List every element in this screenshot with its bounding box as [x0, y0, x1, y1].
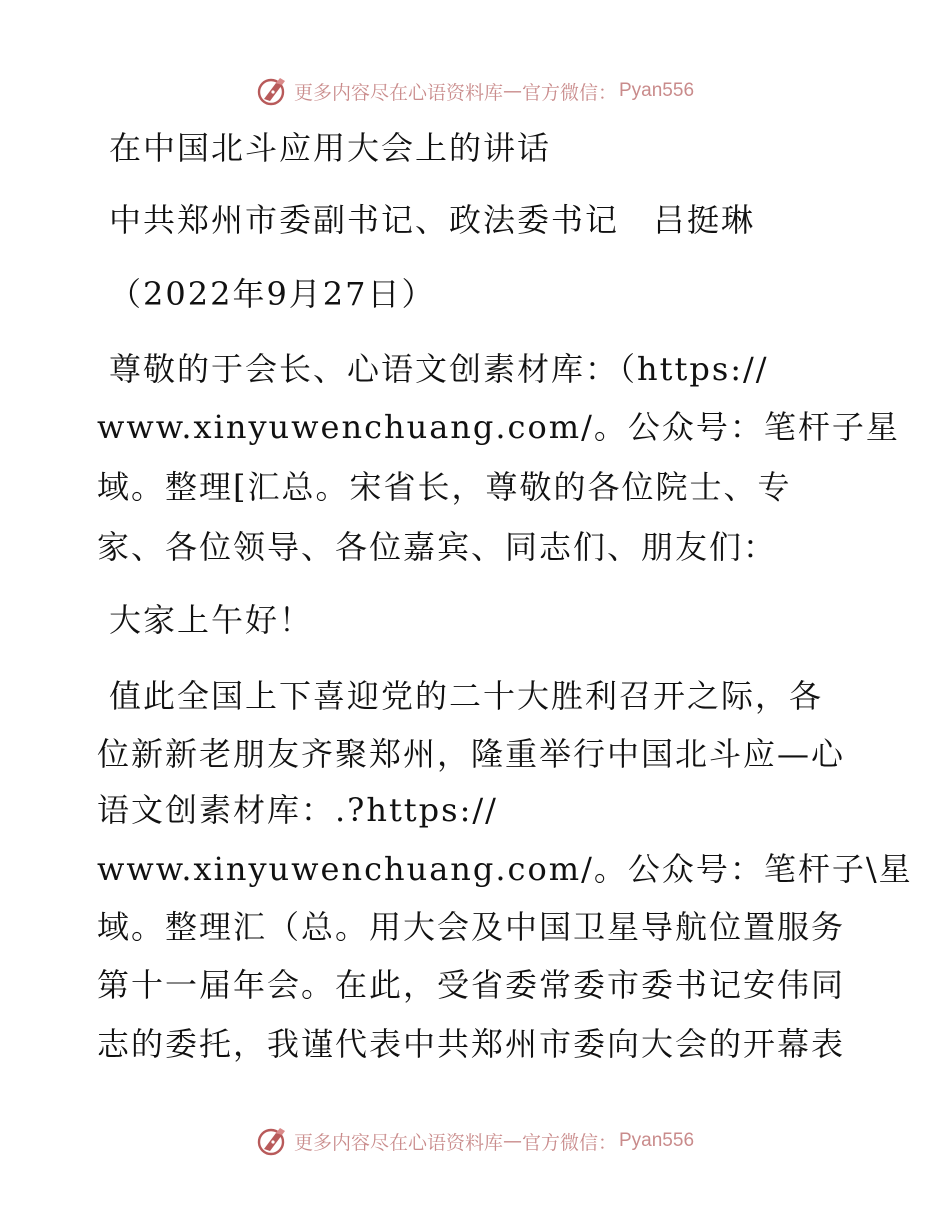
- paragraph-line: 语文创素材库：.?https://: [97, 791, 498, 829]
- paragraph-line: 尊敬的于会长、心语文创素材库：（https://: [109, 350, 769, 388]
- header-watermark: [0, 71, 950, 111]
- watermark-wechat-label: 官方微信：: [521, 1131, 617, 1154]
- paragraph-line: 值此全国上下喜迎党的二十大胜利召开之际，各: [109, 677, 824, 715]
- watermark-separator: —: [502, 1130, 522, 1152]
- watermark-text: 更多内容尽在心语资料库: [293, 1131, 503, 1154]
- paragraph-line: 域。整理汇（总。用大会及中国卫星导航位置服务: [97, 908, 846, 946]
- footer-watermark: [0, 1121, 950, 1161]
- salutation: 大家上午好！: [109, 601, 314, 639]
- paragraph-line: 位新新老朋友齐聚郑州，隆重举行中国北斗应—心: [97, 735, 846, 773]
- paragraph-line: 家、各位领导、各位嘉宾、同志们、朋友们：: [97, 528, 778, 566]
- document-author: 中共郑州市委副书记、政法委书记 吕挺琳: [109, 201, 756, 239]
- paragraph-line: www.xinyuwenchuang.com/。公众号：笔杆子星: [97, 408, 900, 446]
- paragraph-line: www.xinyuwenchuang.com/。公众号：笔杆子\星: [97, 850, 913, 888]
- watermark-wechat-label: 官方微信：: [521, 81, 617, 104]
- document-title: 在中国北斗应用大会上的讲话: [109, 129, 552, 167]
- paragraph-line: 志的委托，我谨代表中共郑州市委向大会的开幕表: [97, 1025, 846, 1063]
- watermark-wechat-id: Pyan556: [619, 1130, 695, 1151]
- paragraph-line: 域。整理[汇总。宋省长，尊敬的各位院士、专: [97, 468, 792, 506]
- watermark-text: 更多内容尽在心语资料库: [293, 81, 503, 104]
- document-date: （2022年9月27日）: [109, 275, 436, 313]
- paragraph-line: 第十一届年会。在此，受省委常委市委书记安伟同: [97, 966, 846, 1004]
- watermark-separator: —: [502, 80, 522, 102]
- pen-nib-logo-icon: [256, 75, 288, 107]
- pen-nib-logo-icon: [256, 1125, 288, 1157]
- watermark-wechat-id: Pyan556: [619, 80, 695, 101]
